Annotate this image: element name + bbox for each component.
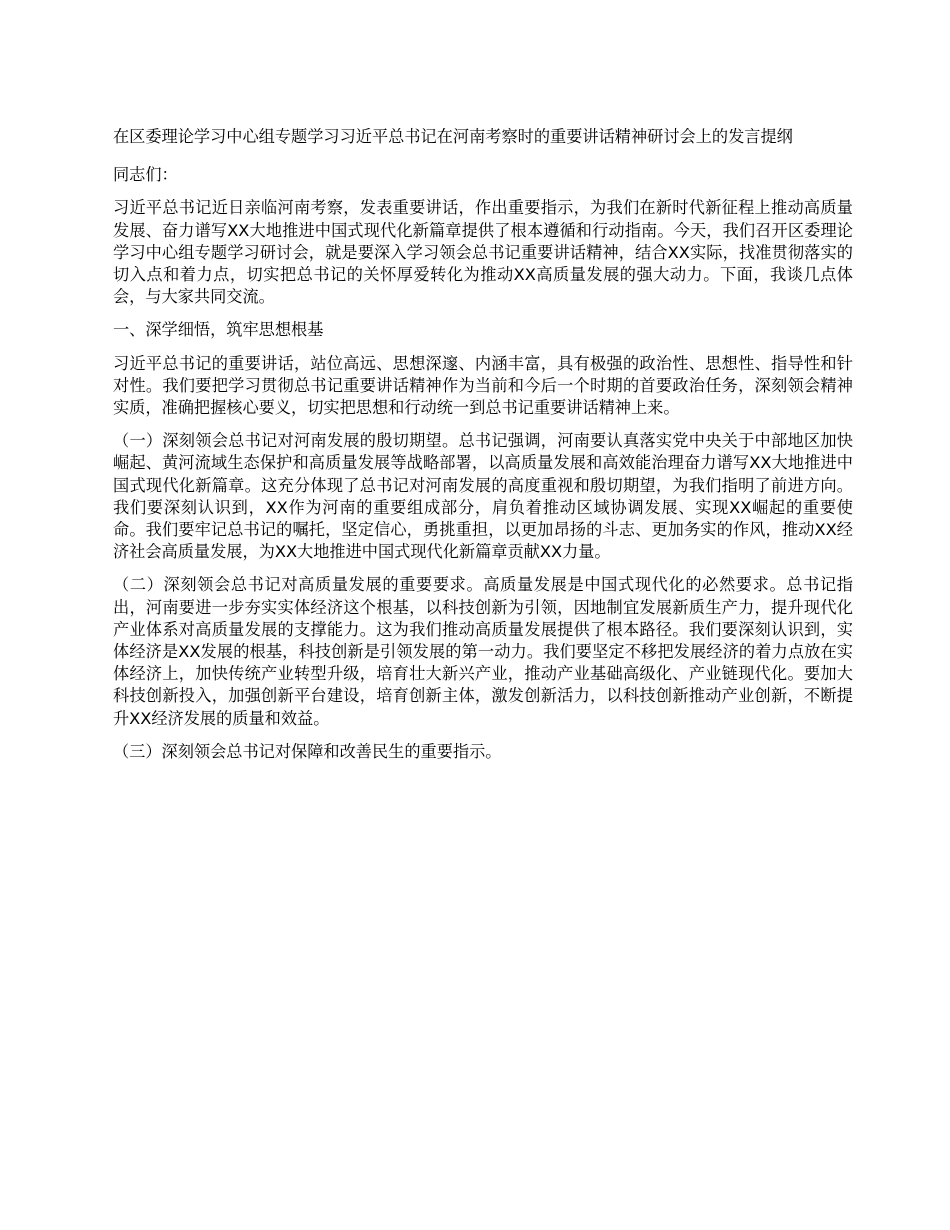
document-title: 在区委理论学习中心组专题学习习近平总书记在河南考察时的重要讲话精神研讨会上的发言提纲 [113,127,793,146]
body-paragraph-subsection-2: （二）深刻领会总书记对高质量发展的重要要求。高质量发展是中国式现代化的必然要求。总书记指出，河南要进一步夯实实体经济这个根基，以科技创新为引领，因地制宜发展新质生产力，提升现代化产业体系对高质量发展的支撑能力。这为我们推动高质量发展提供了根本路径。我们要深刻认识到，实体经济是XX发展的根基，科技创新是引领发展的第一动力。我们要坚定不移把发展经济的着力点放在实体经济上，加快传统产业转型升级，培育壮大新兴产业，推动产业基础高级化、产业链现代化。要加大科技创新投入，加强创新平台建设，培育创新主体，激发创新活力，以科技创新推动产业创新，不断提升XX经济发展的质量和效益。 [113,575,853,728]
body-paragraph-subsection-3: （三）深刻领会总书记对保障和改善民生的重要指示。 [113,741,502,761]
salutation: 同志们： [113,165,178,185]
document-page [113,126,853,774]
section-heading-1: 一、深学细悟，筑牢思想根基 [113,320,324,340]
body-paragraph-intro: 习近平总书记近日亲临河南考察，发表重要讲话，作出重要指示，为我们在新时代新征程上推动高质量发展、奋力谱写XX大地推进中国式现代化新篇章提供了根本遵循和行动指南。今天，我们召开区委理论学习中心组专题学习研讨会，就是要深入学习领会总书记重要讲话精神，结合XX实际，找准贯彻落实的切入点和着力点，切实把总书记的关怀厚爱转化为推动XX高质量发展的强大动力。下面，我谈几点体会，与大家共同交流。 [113,198,853,307]
body-paragraph-section-1: 习近平总书记的重要讲话，站位高远、思想深邃、内涵丰富，具有极强的政治性、思想性、指导性和针对性。我们要把学习贯彻总书记重要讲话精神作为当前和今后一个时期的首要政治任务，深刻领会精神实质，准确把握核心要义，切实把思想和行动统一到总书记重要讲话精神上来。 [113,353,853,418]
body-paragraph-subsection-1: （一）深刻领会总书记对河南发展的殷切期望。总书记强调，河南要认真落实党中央关于中部地区加快崛起、黄河流域生态保护和高质量发展等战略部署，以高质量发展和高效能治理奋力谱写XX大地推进中国式现代化新篇章。这充分体现了总书记对河南发展的高度重视和殷切期望，为我们指明了前进方向。我们要深刻认识到，XX作为河南的重要组成部分，肩负着推动区域协调发展、实现XX崛起的重要使命。我们要牢记总书记的嘱托，坚定信心，勇挑重担，以更加昂扬的斗志、更加务实的作风，推动XX经济社会高质量发展，为XX大地推进中国式现代化新篇章贡献XX力量。 [113,431,853,562]
